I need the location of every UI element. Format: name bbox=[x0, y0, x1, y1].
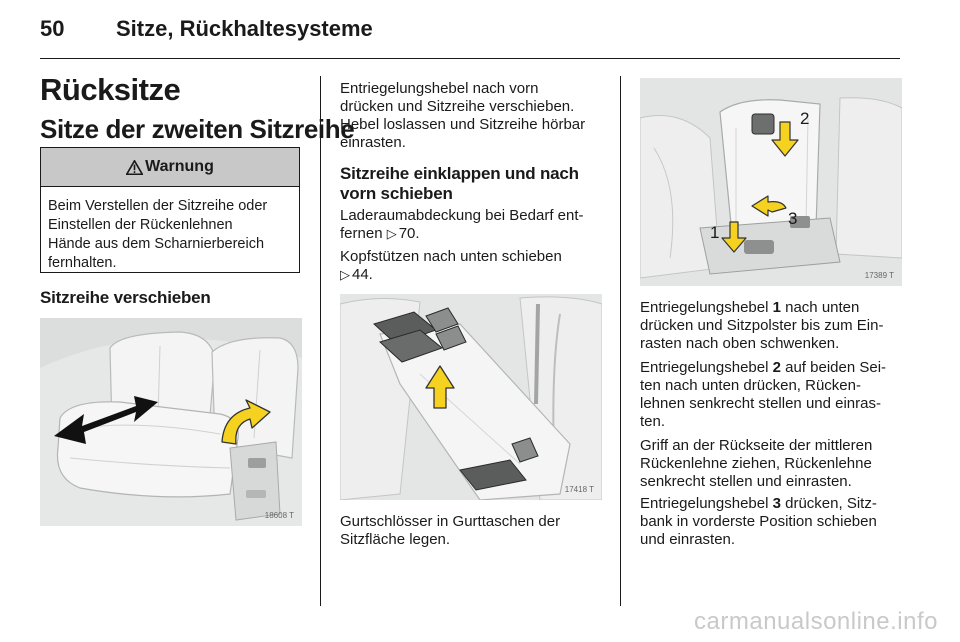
text-line: drücken und Sitzreihe verschieben. bbox=[340, 98, 575, 115]
section-subtitle: Sitze der zweiten Sitzreihe bbox=[40, 114, 355, 144]
text-line bbox=[340, 266, 562, 284]
text-line: fernen ▷ 70. bbox=[340, 225, 420, 242]
text-line: Kopfstützen nach unten schieben bbox=[340, 248, 562, 265]
figure-code: 17418 T bbox=[564, 485, 594, 494]
text-line: senkrecht stellen und einrasten. bbox=[640, 473, 852, 490]
warning-text bbox=[41, 187, 299, 273]
figure-seat-slide bbox=[40, 318, 302, 526]
text-line: Laderaumabdeckung bei Bedarf ent- bbox=[340, 207, 584, 224]
warning-label: Warnung bbox=[145, 158, 214, 175]
text-line: Rückenlehne ziehen, Rückenlehne bbox=[640, 455, 872, 472]
text-line: Gurtschlösser in Gurttaschen der bbox=[340, 513, 561, 530]
text-line: Hebel loslassen und Sitzreihe hörbar bbox=[340, 116, 586, 133]
text-line: lehnen senkrecht stellen und einras- bbox=[640, 395, 881, 412]
section-title: Rücksitze bbox=[40, 72, 181, 107]
warning-header bbox=[41, 148, 299, 187]
belt-buckle-illustration bbox=[340, 294, 602, 500]
callout-3: 3 bbox=[788, 209, 798, 228]
figure-belt-buckles bbox=[340, 294, 602, 500]
text-line: Entriegelungshebel 1 nach unten bbox=[640, 299, 860, 316]
heading-einklappen bbox=[340, 164, 579, 204]
paragraph-laderaum bbox=[340, 207, 584, 243]
callout-2: 2 bbox=[800, 109, 810, 128]
text-line: und einrasten. bbox=[640, 531, 736, 548]
warning-line: Einstellen der Rückenlehnen bbox=[48, 217, 233, 233]
seat-fold-illustration bbox=[640, 78, 902, 286]
page-reference-link[interactable]: 70. bbox=[398, 225, 420, 242]
text-line: ten nach unten drücken, Rücken- bbox=[640, 377, 861, 394]
text-line: Sitzfläche legen. bbox=[340, 531, 451, 548]
figure-code: 17389 T bbox=[864, 271, 894, 280]
heading-line: vorn schieben bbox=[340, 184, 453, 203]
text-line: drücken und Sitzpolster bis zum Ein- bbox=[640, 317, 884, 334]
callout-1: 1 bbox=[710, 223, 720, 242]
text-line: einrasten. bbox=[340, 134, 406, 151]
text-line: rasten nach oben schwenken. bbox=[640, 335, 840, 352]
paragraph-hebel-3 bbox=[640, 495, 877, 549]
warning-line: Hände aus dem Scharnierbereich bbox=[48, 236, 265, 252]
paragraph-kopfstuetzen bbox=[340, 248, 562, 284]
page-number: 50 bbox=[40, 16, 65, 41]
paragraph-griff bbox=[640, 437, 872, 491]
text-line: ten. bbox=[640, 413, 666, 430]
page-reference-icon: ▷ bbox=[386, 226, 397, 241]
text-line: bank in vorderste Position schieben bbox=[640, 513, 877, 530]
paragraph-hebel-1 bbox=[640, 299, 883, 353]
page-reference-icon: ▷ bbox=[340, 267, 350, 282]
text-line: Entriegelungshebel nach vorn bbox=[340, 80, 539, 97]
warning-box bbox=[40, 147, 300, 273]
heading-sitzreihe-verschieben: Sitzreihe verschieben bbox=[40, 288, 211, 307]
paragraph-hebel-2 bbox=[640, 359, 886, 431]
column-divider-1 bbox=[320, 76, 321, 606]
running-head: Sitze, Rückhaltesysteme bbox=[116, 16, 373, 41]
figure-code: 18608 T bbox=[264, 511, 294, 520]
warning-triangle-icon bbox=[126, 160, 143, 175]
intro-text bbox=[340, 80, 585, 152]
page-reference-link[interactable]: 44. bbox=[352, 266, 373, 283]
warning-line: Beim Verstellen der Sitzreihe oder bbox=[48, 198, 268, 214]
column-divider-2 bbox=[620, 76, 621, 606]
heading-line: Sitzreihe einklappen und nach bbox=[340, 164, 579, 183]
header-rule bbox=[40, 58, 900, 59]
figure-seat-fold bbox=[640, 78, 902, 286]
seat-slide-illustration bbox=[40, 318, 302, 526]
footer-watermark: carmanualsonline.info bbox=[694, 608, 938, 635]
warning-line: fernhalten. bbox=[48, 255, 117, 271]
text-line: Griff an der Rückseite der mittleren bbox=[640, 437, 873, 454]
text-line: Entriegelungshebel 3 drücken, Sitz- bbox=[640, 495, 877, 512]
text-line: Entriegelungshebel 2 auf beiden Sei- bbox=[640, 359, 887, 376]
caption-gurtschloesser bbox=[340, 513, 560, 549]
